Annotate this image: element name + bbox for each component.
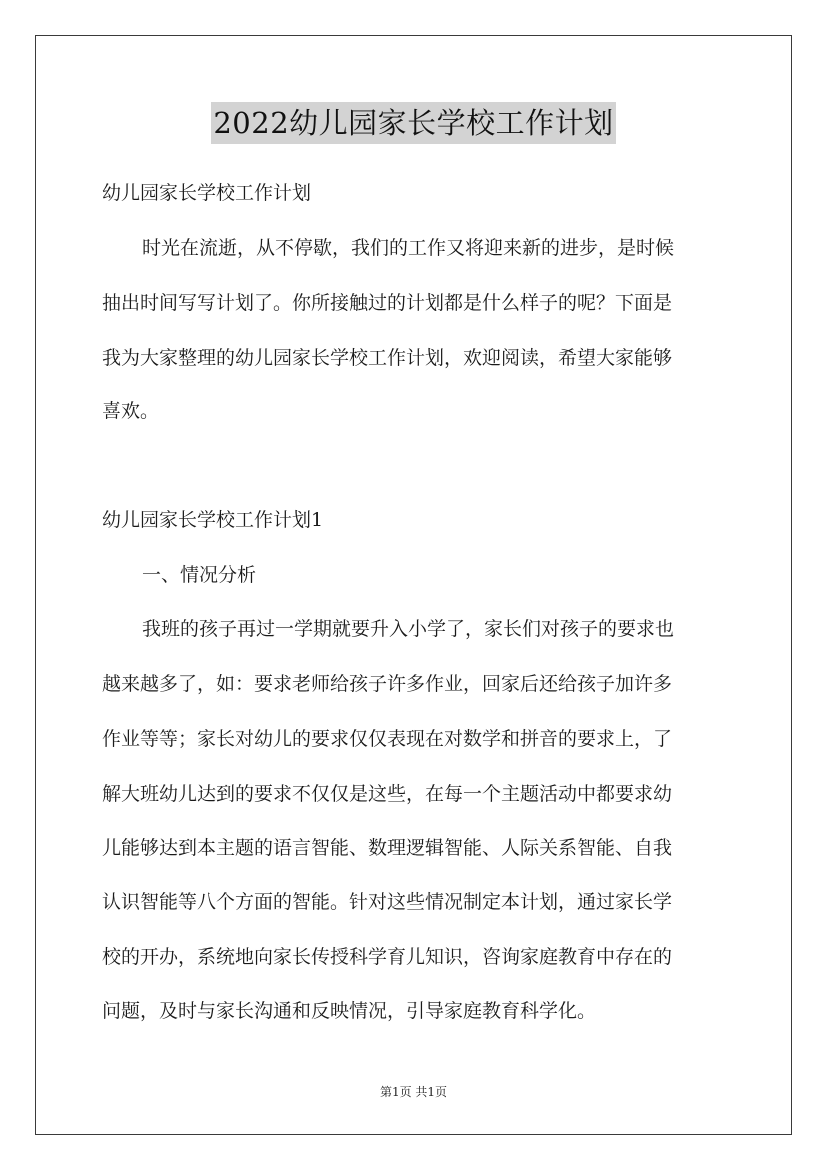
title-container: [0, 102, 827, 144]
paragraph-line: 越来越多了，如：要求老师给孩子许多作业，回家后还给孩子加许多: [102, 673, 673, 695]
paragraph-line: 儿能够达到本主题的语言智能、数理逻辑智能、人际关系智能、自我: [102, 837, 673, 859]
paragraph-line: 我为大家整理的幼儿园家长学校工作计划，欢迎阅读，希望大家能够: [102, 347, 673, 369]
paragraph-line: 解大班幼儿达到的要求不仅仅是这些，在每一个主题活动中都要求幼: [102, 783, 673, 805]
section-heading: 幼儿园家长学校工作计划: [102, 182, 312, 204]
document-title: 2022幼儿园家长学校工作计划: [211, 102, 615, 144]
paragraph-line: 问题，及时与家长沟通和反映情况，引导家庭教育科学化。: [102, 1000, 597, 1022]
paragraph-line: 作业等等；家长对幼儿的要求仅仅表现在对数学和拼音的要求上，了: [102, 728, 673, 750]
paragraph-line: 时光在流逝，从不停歇，我们的工作又将迎来新的进步，是时候: [142, 237, 675, 259]
paragraph-line: 校的开办，系统地向家长传授科学育儿知识，咨询家庭教育中存在的: [102, 946, 673, 968]
section-heading: 幼儿园家长学校工作计划1: [102, 509, 324, 531]
paragraph-line: 我班的孩子再过一学期就要升入小学了，家长们对孩子的要求也: [142, 618, 675, 640]
paragraph-line: 认识智能等八个方面的智能。针对这些情况制定本计划，通过家长学: [102, 891, 673, 913]
paragraph-line: 抽出时间写写计划了。你所接触过的计划都是什么样子的呢？下面是: [102, 292, 673, 314]
subsection-heading: 一、情况分析: [142, 564, 257, 586]
page-indicator: 第1页 共1页: [379, 1085, 448, 1099]
paragraph-line: 喜欢。: [102, 400, 160, 422]
